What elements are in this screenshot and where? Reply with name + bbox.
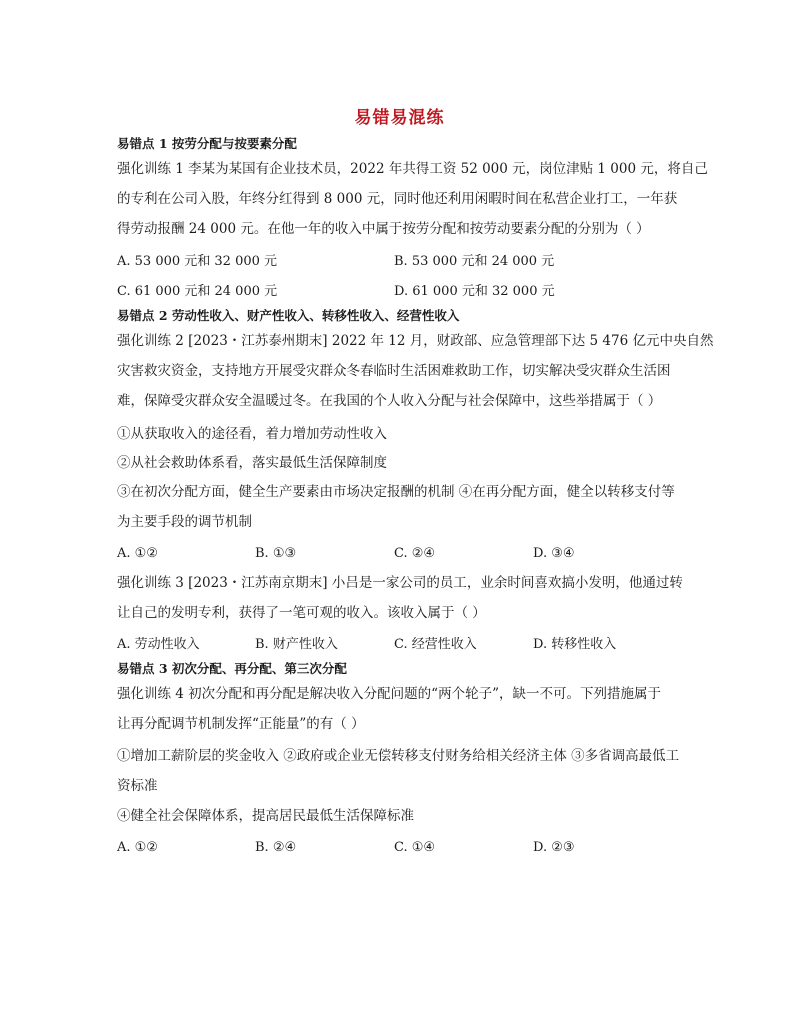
question-2-option-b: B. ①③ xyxy=(255,546,297,561)
question-2-line-4: ①从获取收入的途径看，着力增加劳动性收入 xyxy=(117,426,387,442)
question-4-line-3: ①增加工薪阶层的奖金收入 ②政府或企业无偿转移支付财务给相关经济主体 ③多省调高最低工 xyxy=(117,748,680,764)
question-1-line-2: 的专利在公司入股，年终分红得到 8 000 元，同时他还利用闲暇时间在私营企业打工，一年获 xyxy=(117,191,678,207)
question-4-option-a: A. ①② xyxy=(117,840,158,855)
page-title: 易错易混练 xyxy=(354,108,445,128)
question-3-option-a: A. 劳动性收入 xyxy=(117,637,200,652)
question-3-line-2: 让自己的发明专利，获得了一笔可观的收入。该收入属于（ ） xyxy=(117,605,486,621)
section-heading-1: 易错点 1 按劳分配与按要素分配 xyxy=(117,136,297,151)
question-2-line-3: 难，保障受灾群众安全温暖过冬。在我国的个人收入分配与社会保障中，这些举措属于（ ） xyxy=(117,393,662,409)
question-3-option-c: C. 经营性收入 xyxy=(394,637,477,652)
question-4-line-2: 让再分配调节机制发挥“正能量”的有（ ） xyxy=(117,716,365,732)
section-heading-3: 易错点 3 初次分配、再分配、第三次分配 xyxy=(117,661,347,676)
section-heading-2: 易错点 2 劳动性收入、财产性收入、转移性收入、经营性收入 xyxy=(117,308,460,323)
question-2-line-7: 为主要手段的调节机制 xyxy=(117,514,252,530)
question-1-line-1: 强化训练 1 李某为某国有企业技术员，2022 年共得工资 52 000 元，岗位津贴 1 000 元，将自己 xyxy=(117,161,708,177)
question-4-line-1: 强化训练 4 初次分配和再分配是解决收入分配问题的“两个轮子”，缺一不可。下列措施属于 xyxy=(117,686,661,702)
question-2-option-c: C. ②④ xyxy=(394,546,436,561)
question-4-option-b: B. ②④ xyxy=(255,840,297,855)
question-2-line-6: ③在初次分配方面，健全生产要素由市场决定报酬的机制 ④在再分配方面，健全以转移支付等 xyxy=(117,484,675,500)
question-2-line-1: 强化训练 2 [2023・江苏泰州期末] 2022 年 12 月，财政部、应急管理部下达 5 476 亿元中央自然 xyxy=(117,333,714,349)
question-3-option-d: D. 转移性收入 xyxy=(533,637,617,652)
question-4-option-c: C. ①④ xyxy=(394,840,436,855)
question-2-option-a: A. ①② xyxy=(117,546,158,561)
question-2-option-d: D. ③④ xyxy=(533,546,575,561)
question-1-option-c: C. 61 000 元和 24 000 元 xyxy=(117,284,278,299)
question-1-line-3: 得劳动报酬 24 000 元。在他一年的收入中属于按劳分配和按劳动要素分配的分别为（ ） xyxy=(117,221,650,237)
question-1-option-a: A. 53 000 元和 32 000 元 xyxy=(117,254,278,269)
question-4-line-4: 资标准 xyxy=(117,778,158,794)
question-1-option-b: B. 53 000 元和 24 000 元 xyxy=(394,254,555,269)
question-1-option-d: D. 61 000 元和 32 000 元 xyxy=(394,284,555,299)
question-2-line-2: 灾害救灾资金，支持地方开展受灾群众冬春临时生活困难救助工作，切实解决受灾群众生活困 xyxy=(117,363,671,379)
question-3-line-1: 强化训练 3 [2023・江苏南京期末] 小吕是一家公司的员工，业余时间喜欢搞小发明，他通过转 xyxy=(117,575,683,591)
question-4-option-d: D. ②③ xyxy=(533,840,575,855)
question-3-option-b: B. 财产性收入 xyxy=(255,637,338,652)
question-4-line-5: ④健全社会保障体系，提高居民最低生活保障标准 xyxy=(117,808,414,824)
question-2-line-5: ②从社会救助体系看，落实最低生活保障制度 xyxy=(117,455,387,471)
